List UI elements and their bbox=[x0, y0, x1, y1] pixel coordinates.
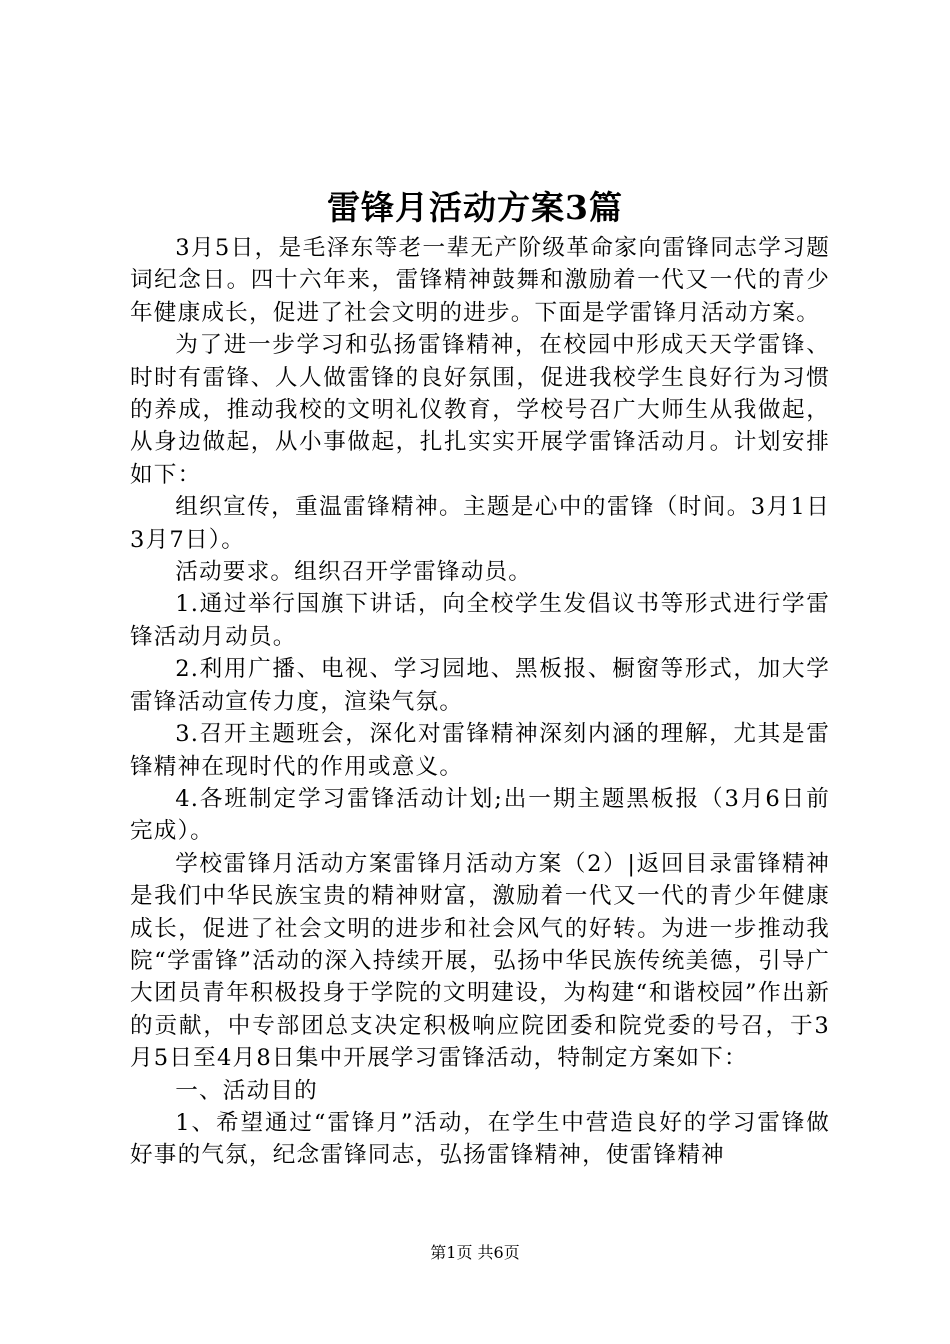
page-number-footer: 第1页 共6页 bbox=[430, 1243, 520, 1262]
paragraph-publicity: 组织宣传，重温雷锋精神。主题是心中的雷锋（时间。3月1日3月7日）。 bbox=[130, 494, 830, 553]
paragraph-requirements: 活动要求。组织召开学雷锋动员。 bbox=[175, 559, 533, 586]
paragraph-item-4: 4.各班制定学习雷锋活动计划;出一期主题黑板报（3月6日前完成）。 bbox=[130, 785, 830, 845]
paragraph-item-1: 1.通过举行国旗下讲话，向全校学生发倡议书等形式进行学雷锋活动月动员。 bbox=[130, 591, 830, 650]
paragraph-item-3: 3.召开主题班会，深化对雷锋精神深刻内涵的理解，尤其是雷锋精神在现时代的作用或意义。 bbox=[130, 721, 830, 780]
section-heading-goal: 一、活动目的 bbox=[175, 1077, 318, 1104]
paragraph-purpose: 为了进一步学习和弘扬雷锋精神，在校园中形成天天学雷锋、时时有雷锋、人人做雷锋的良好氛围，促进我校学生良好行为习惯的养成，推动我校的文明礼仪教育，学校号召广大师生从我做起，从身边做起，从小事做起，扎扎实实开展学雷锋活动月。计划安排如下： bbox=[130, 332, 830, 488]
document-body bbox=[130, 232, 830, 1172]
paragraph-plan-2: 学校雷锋月活动方案雷锋月活动方案（2）|返回目录雷锋精神是我们中华民族宝贵的精神财富，激励着一代又一代的青少年健康成长，促进了社会文明的进步和社会风气的好转。为进一步推动我院“学雷锋”活动的深入持续开展，弘扬中华民族传统美德，引导广大团员青年积极投身于学院的文明建设，为构建“和谐校园”作出新的贡献，中专部团总支决定积极响应院团委和院党委的号召，于3月5日至4月8日集中开展学习雷锋活动，特制定方案如下： bbox=[130, 850, 830, 1072]
paragraph-intro: 3月5日，是毛泽东等老一辈无产阶级革命家向雷锋同志学习题词纪念日。四十六年来，雷锋精神鼓舞和激励着一代又一代的青少年健康成长，促进了社会文明的进步。下面是学雷锋月活动方案。 bbox=[130, 235, 830, 326]
paragraph-item-2: 2.利用广播、电视、学习园地、黑板报、橱窗等形式，加大学雷锋活动宣传力度，渲染气氛。 bbox=[130, 656, 830, 715]
paragraph-goal-1: 1、希望通过“雷锋月”活动，在学生中营造良好的学习雷锋做好事的气氛，纪念雷锋同志，弘扬雷锋精神，使雷锋精神 bbox=[130, 1109, 830, 1169]
document-title: 雷锋月活动方案3篇 bbox=[327, 188, 623, 227]
